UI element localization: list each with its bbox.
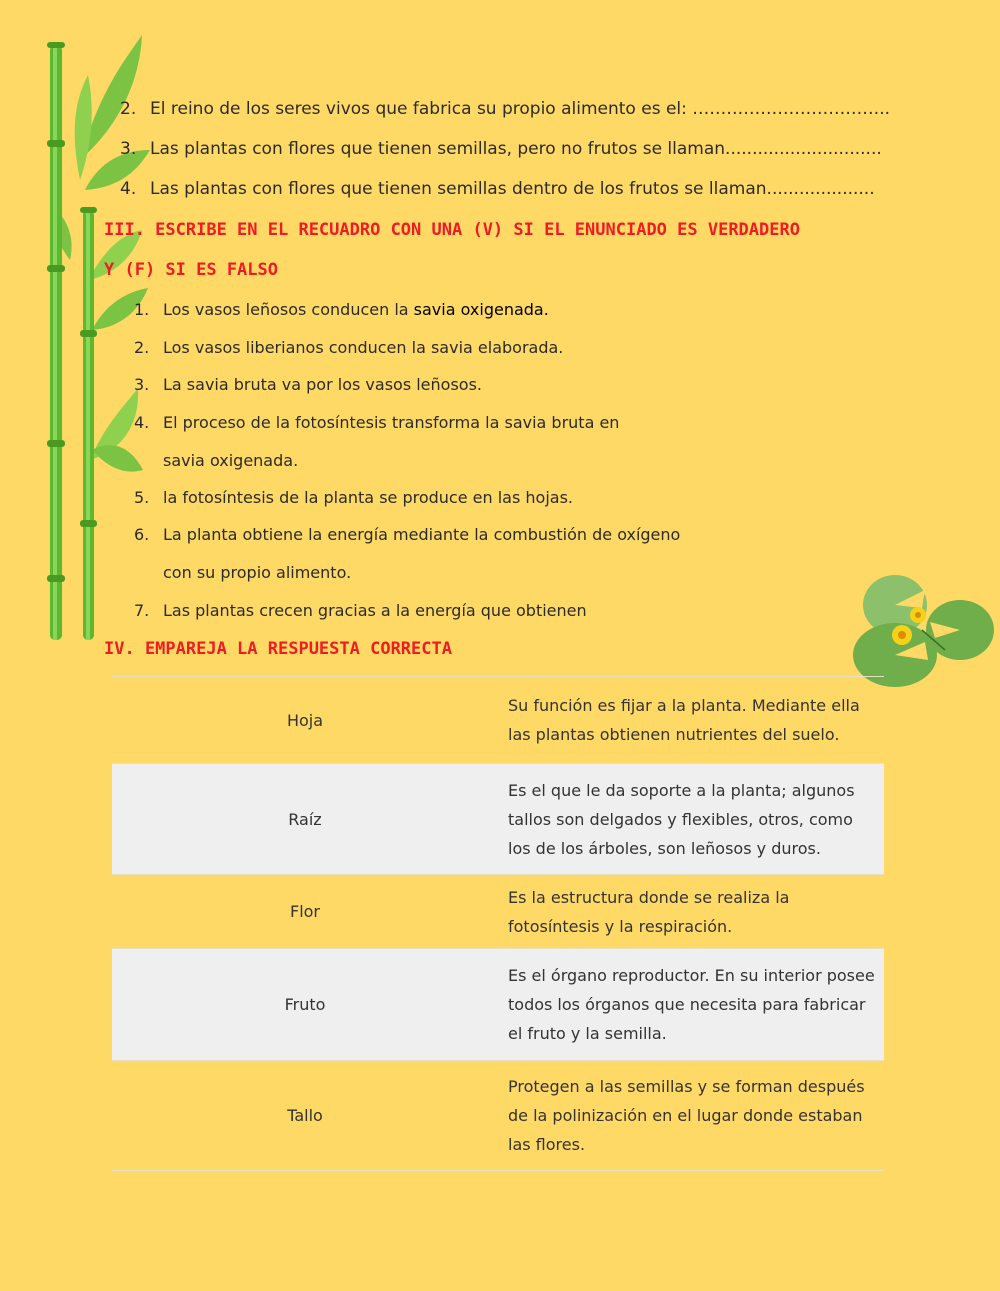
statement-6 bbox=[134, 524, 754, 546]
question-text: Las plantas con flores que tienen semillas dentro de los frutos se llaman.................... bbox=[150, 179, 875, 199]
statement-number: 4. bbox=[134, 413, 150, 432]
statement-number: 3. bbox=[134, 375, 150, 394]
table-row bbox=[112, 874, 884, 948]
statement-text: Las plantas crecen gracias a la energía que obtienen bbox=[163, 601, 587, 620]
term-cell[interactable]: Tallo bbox=[287, 1106, 323, 1125]
term-cell[interactable]: Flor bbox=[289, 902, 320, 921]
question-number: 4. bbox=[120, 179, 137, 199]
statement-6-continued: con su propio alimento. bbox=[163, 563, 352, 582]
statement-number: 1. bbox=[134, 300, 150, 319]
statement-text: El proceso de la fotosíntesis transforma la savia bruta en bbox=[163, 413, 620, 432]
table-row bbox=[112, 676, 884, 763]
definition-cell[interactable]: Es el órgano reproductor. En su interior posee todos los órganos que necesita para fabricar el fruto y la semilla. bbox=[508, 966, 875, 1043]
statement-text: Los vasos leñosos conducen la bbox=[163, 300, 414, 319]
question-2 bbox=[120, 98, 920, 120]
statement-2 bbox=[134, 337, 754, 359]
statement-4-continued: savia oxigenada. bbox=[163, 451, 299, 470]
statement-text: Los vasos liberianos conducen la savia elaborada. bbox=[163, 338, 564, 357]
statement-5 bbox=[134, 487, 754, 509]
statement-3 bbox=[134, 374, 754, 396]
matching-table bbox=[112, 676, 884, 1171]
statement-number: 6. bbox=[134, 525, 150, 544]
table-row bbox=[112, 1060, 884, 1171]
question-text: El reino de los seres vivos que fabrica su propio alimento es el: …………………………….. bbox=[150, 99, 891, 119]
statement-number: 7. bbox=[134, 601, 150, 620]
statement-4 bbox=[134, 412, 754, 434]
statement-highlight: savia oxigenada. bbox=[413, 300, 549, 319]
lily-pad-decoration bbox=[850, 560, 995, 690]
statement-text: la fotosíntesis de la planta se produce en las hojas. bbox=[163, 488, 573, 507]
lily-pad-icon bbox=[853, 575, 994, 687]
question-4 bbox=[120, 178, 920, 200]
bamboo-decoration bbox=[30, 30, 180, 640]
statement-7 bbox=[134, 600, 754, 622]
section-3-heading-cont: Y (F) SI ES FALSO bbox=[104, 260, 278, 280]
statement-number: 5. bbox=[134, 488, 150, 507]
statement-number: 2. bbox=[134, 338, 150, 357]
question-number: 3. bbox=[120, 139, 137, 159]
section-3-heading: III. ESCRIBE EN EL RECUADRO CON UNA (V) SI EL ENUNCIADO ES VERDADERO bbox=[104, 220, 800, 240]
table-row bbox=[112, 763, 884, 874]
term-cell[interactable]: Fruto bbox=[284, 995, 326, 1014]
definition-cell[interactable]: Es la estructura donde se realiza la fotosíntesis y la respiración. bbox=[508, 887, 790, 936]
question-text: Las plantas con flores que tienen semillas, pero no frutos se llaman............................. bbox=[150, 139, 882, 159]
question-number: 2. bbox=[120, 99, 137, 119]
definition-cell[interactable]: Es el que le da soporte a la planta; algunos tallos son delgados y flexibles, otros, como los de los árboles, son leñosos y duros. bbox=[508, 780, 855, 858]
statement-text: La planta obtiene la energía mediante la combustión de oxígeno bbox=[163, 525, 681, 544]
definition-cell[interactable]: Su función es fijar a la planta. Mediante ella las plantas obtienen nutrientes del suelo. bbox=[508, 696, 860, 744]
table-row bbox=[112, 948, 884, 1060]
term-cell[interactable]: Raíz bbox=[288, 809, 322, 829]
definition-cell[interactable]: Protegen a las semillas y se forman después de la polinización en el lugar donde estaban las flores. bbox=[508, 1077, 865, 1154]
statement-1 bbox=[134, 299, 754, 321]
question-3 bbox=[120, 138, 920, 160]
section-4-heading: IV. EMPAREJA LA RESPUESTA CORRECTA bbox=[104, 639, 452, 659]
term-cell[interactable]: Hoja bbox=[286, 710, 324, 730]
statement-text: La savia bruta va por los vasos leñosos. bbox=[163, 375, 482, 394]
